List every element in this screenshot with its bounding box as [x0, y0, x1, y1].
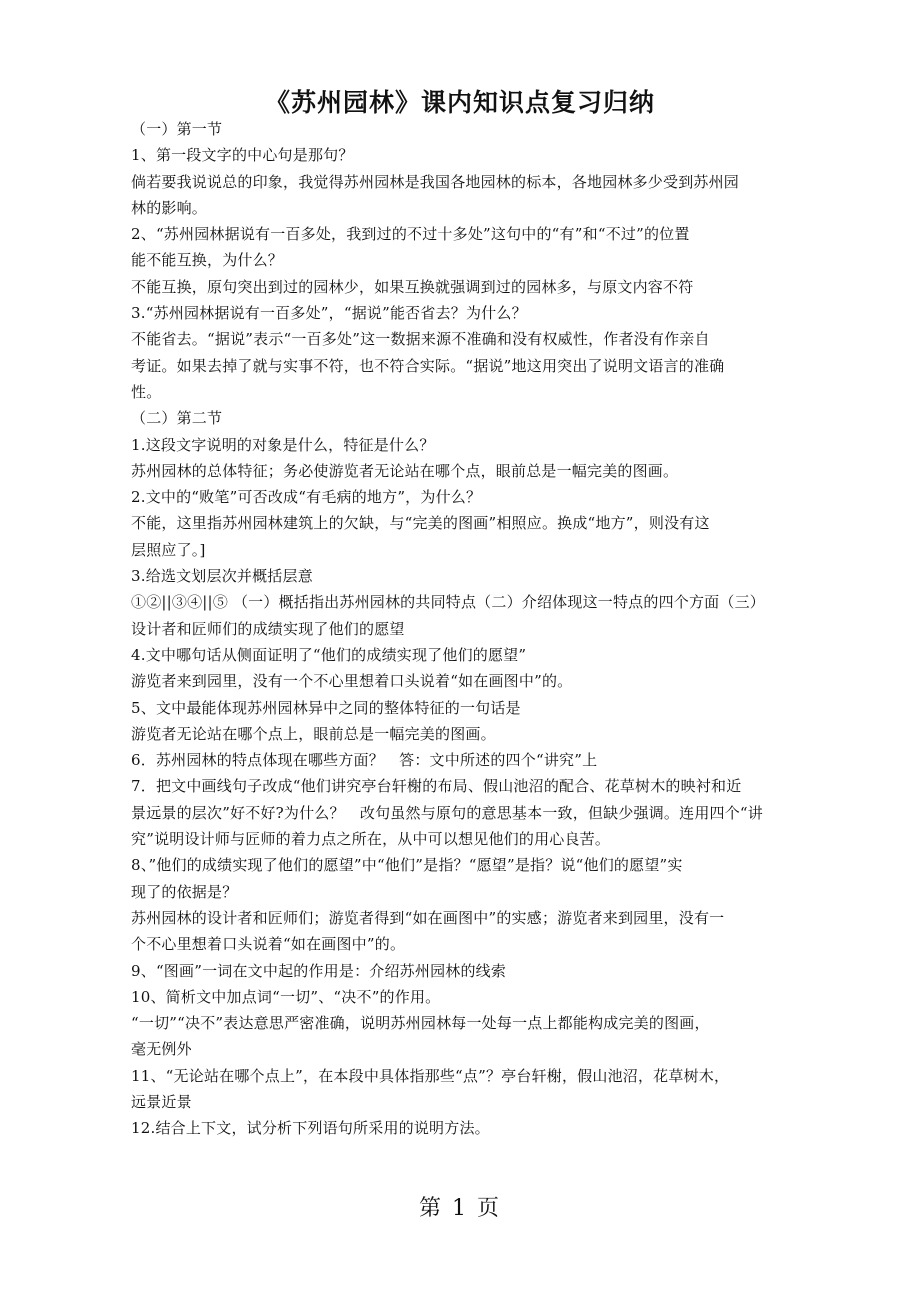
question-text: 6．苏州园林的特点体现在哪些方面？ 答：文中所述的四个“讲究”上	[131, 751, 598, 770]
answer-text: 不能互换，原句突出到过的园林少，如果互换就强调到过的园林多，与原文内容不符	[131, 277, 694, 296]
answer-text: 苏州园林的设计者和匠师们；游览者得到“如在画图中”的实感；游览者来到园里，没有一	[131, 908, 725, 927]
answer-text: 设计者和匠师们的成绩实现了他们的愿望	[131, 619, 405, 638]
question-text: 10、简析文中加点词“一切”、“决不”的作用。	[131, 987, 441, 1006]
answer-text: 苏州园林的总体特征；务必使游览者无论站在哪个点，眼前总是一幅完美的图画。	[131, 461, 679, 480]
answer-text: 游览者来到园里，没有一个不心里想着口头说着“如在画图中”的。	[131, 672, 573, 691]
answer-text: 毫无例外	[131, 1040, 192, 1059]
answer-text: 个不心里想着口头说着“如在画图中”的。	[131, 935, 406, 954]
document-body	[131, 116, 799, 1142]
answer-text: 不能，这里指苏州园林建筑上的欠缺，与“完美的图画”相照应。换成“地方”，则没有这	[131, 514, 710, 533]
question-text: 12.结合上下文，试分析下列语句所采用的说明方法。	[131, 1119, 490, 1138]
question-text: 能不能互换，为什么？	[131, 251, 284, 270]
answer-text: 不能省去。“据说”表示“一百多处”这一数据来源不准确和没有权威性，作者没有作亲自	[131, 330, 710, 349]
page-number: 第 1 页	[419, 1196, 501, 1221]
answer-text: 性。	[131, 382, 162, 401]
answer-text: 考证。如果去掉了就与实事不符，也不符合实际。“据说”地这用突出了说明文语言的准确	[131, 356, 725, 375]
question-text: 3.“苏州园林据说有一百多处”，“据说”能否省去？为什么？	[131, 304, 527, 323]
question-text: 现了的依据是？	[131, 882, 238, 901]
question-text: 8、”他们的成绩实现了他们的愿望”中“他们”是指？“愿望”是指？说“他们的愿望”实	[131, 856, 683, 875]
section-heading: （一）第一节	[131, 120, 223, 138]
question-text: 1.这段文字说明的对象是什么，特征是什么？	[131, 435, 435, 454]
question-text: 2.文中的“败笔”可否改成“有毛病的地方”，为什么？	[131, 488, 482, 507]
question-text: 11、“无论站在哪个点上”，在本段中具体指那些“点”？亭台轩榭，假山池沼，花草树木，	[131, 1066, 730, 1085]
answer-text: ①②||③④||⑤ （一）概括指出苏州园林的共同特点（二）介绍体现这一特点的四个方面（三）	[131, 593, 765, 612]
answer-text: 林的影响。	[131, 198, 208, 217]
answer-text: 游览者无论站在哪个点上，眼前总是一幅完美的图画。	[131, 724, 496, 743]
answer-text: “一切”“决不”表达意思严密准确，说明苏州园林每一处每一点上都能构成完美的图画，	[131, 1014, 710, 1033]
question-text: 2、“苏州园林据说有一百多处，我到过的不过十多处”这句中的“有”和“不过”的位置	[131, 225, 690, 244]
question-text: 4.文中哪句话从侧面证明了“他们的成绩实现了他们的愿望”	[131, 645, 527, 664]
question-text: 1、第一段文字的中心句是那句？	[131, 146, 354, 165]
section-heading: （二）第二节	[131, 409, 223, 428]
question-text: 景远景的层次”好不好?为什么？ 改句虽然与原句的意思基本一致，但缺少强调。连用四个“讲	[131, 803, 763, 822]
answer-text: 究”说明设计师与匠师的着力点之所在，从中可以想见他们的用心良苦。	[131, 830, 611, 849]
question-text: 9、“图画”一词在文中起的作用是：介绍苏州园林的线索	[131, 961, 507, 980]
question-text: 7．把文中画线句子改成“他们讲究亭台轩榭的布局、假山池沼的配合、花草树木的映衬和近	[131, 777, 742, 796]
question-text: 5、文中最能体现苏州园林异中之同的整体特征的一句话是	[131, 698, 521, 717]
page-title: 《苏州园林》课内知识点复习归纳	[264, 88, 655, 117]
answer-text: 倘若要我说说总的印象，我觉得苏州园林是我国各地园林的标本，各地园林多少受到苏州园	[131, 172, 740, 191]
answer-text: 层照应了。]	[131, 540, 206, 559]
question-text: 3.给选文划层次并概括层意	[131, 567, 313, 586]
answer-text: 远景近景	[131, 1092, 192, 1111]
